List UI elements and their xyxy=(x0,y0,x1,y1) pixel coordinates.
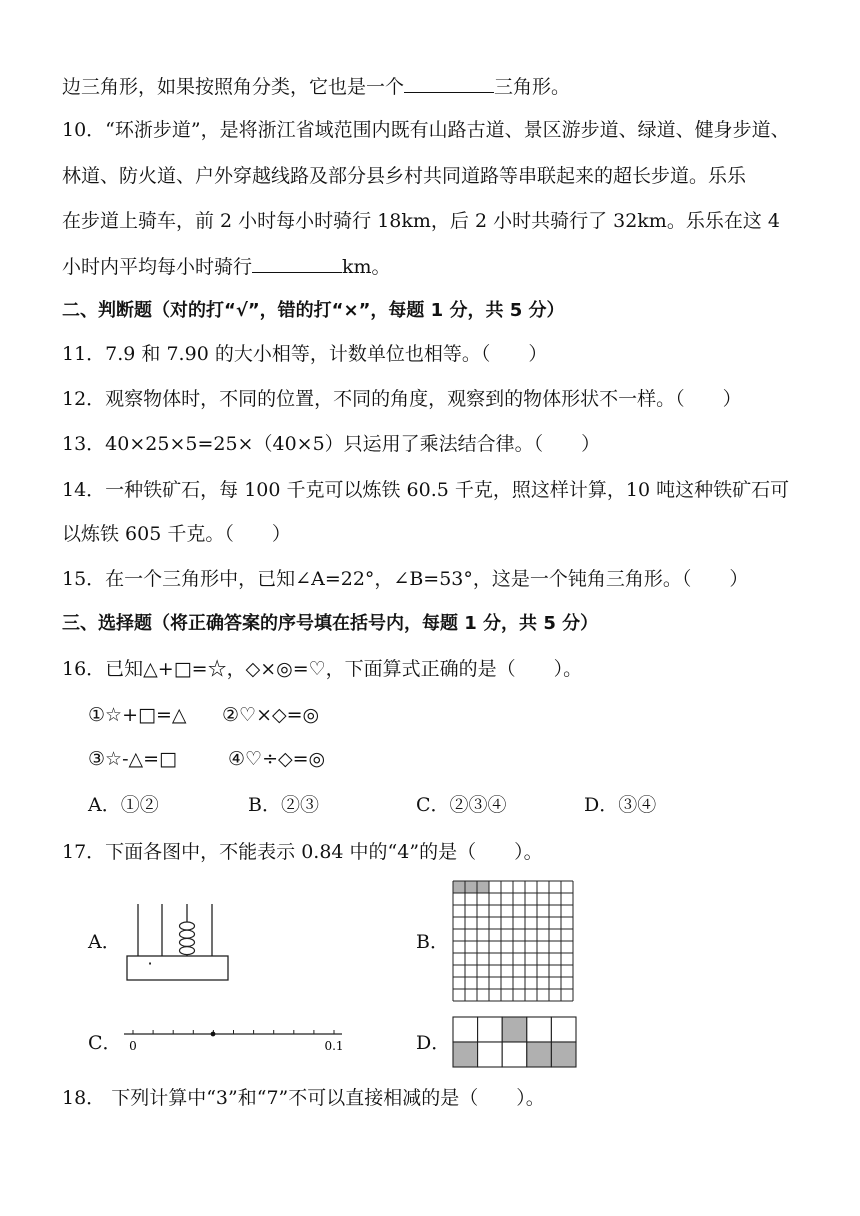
q17-strip-figure xyxy=(452,1016,580,1070)
q14-line-1: 14．一种铁矿石，每 100 千克可以炼铁 60.5 千克，照这样计算，10 吨这种铁矿石可 xyxy=(62,479,790,501)
strip-cell xyxy=(502,1042,527,1067)
abacus-bead xyxy=(180,947,195,955)
q17-abacus-figure xyxy=(124,900,232,984)
q10-text-a: 小时内平均每小时骑行 xyxy=(62,256,253,278)
q16-stem: 16．已知△+□=☆，◇×◎=♡，下面算式正确的是（ ）。 xyxy=(62,658,583,680)
number-line-point xyxy=(211,1032,216,1037)
q10-line-3: 在步道上骑车，前 2 小时每小时骑行 18km，后 2 小时共骑行了 32km。乐乐在这 4 xyxy=(62,210,780,232)
q17-option-b-label[interactable]: B． xyxy=(416,931,449,953)
q10-text-b: km。 xyxy=(342,256,391,278)
q16-expr-1: ①☆+□=△ xyxy=(88,704,187,726)
section-2-title: 二、判断题（对的打“√”，错的打“×”，每题 1 分，共 5 分） xyxy=(62,300,565,321)
grid-shaded-cell xyxy=(465,881,477,893)
q16-expr-4: ④♡÷◇=◎ xyxy=(228,748,326,770)
q9-text-a: 边三角形，如果按照角分类，它也是一个 xyxy=(62,76,405,98)
number-line-start-label: 0 xyxy=(129,1039,137,1053)
q10-line-4 xyxy=(62,254,391,279)
q9-text-b: 三角形。 xyxy=(494,76,571,98)
strip-cell xyxy=(453,1017,478,1042)
strip-shaded-cell xyxy=(502,1017,527,1042)
q13-text: 13．40×25×5=25×（40×5）只运用了乘法结合律。（ ） xyxy=(62,433,601,455)
abacus-bead xyxy=(180,938,195,946)
q17-hundred-grid-figure xyxy=(452,880,576,1002)
q16-option-b[interactable]: B．②③ xyxy=(248,794,319,816)
q10-line-2: 林道、防火道、户外穿越线路及部分县乡村共同道路等串联起来的超长步道。乐乐 xyxy=(62,165,747,187)
section-3-title: 三、选择题（将正确答案的序号填在括号内，每题 1 分，共 5 分） xyxy=(62,613,599,634)
grid-shaded-cell xyxy=(477,881,489,893)
q17-number-line-figure xyxy=(120,1024,350,1054)
strip-cell xyxy=(527,1017,552,1042)
abacus-bead xyxy=(180,922,195,930)
q11-text: 11．7.9 和 7.90 的大小相等，计数单位也相等。（ ） xyxy=(62,343,548,365)
grid-shaded xyxy=(453,881,489,893)
strip-shaded-cell xyxy=(551,1042,576,1067)
strip-shaded-cell xyxy=(527,1042,552,1067)
q9-answer-blank[interactable] xyxy=(404,74,494,93)
strip-cell xyxy=(478,1042,503,1067)
abacus-bead xyxy=(180,930,195,938)
q10-line-1: 10．“环浙步道”，是将浙江省域范围内既有山路古道、景区游步道、绿道、健身步道、 xyxy=(62,119,790,141)
abacus-beads xyxy=(180,922,195,955)
q15-text: 15．在一个三角形中，已知∠A=22°，∠B=53°，这是一个钝角三角形。（ ） xyxy=(62,568,749,590)
q16-expr-3: ③☆-△=□ xyxy=(88,748,177,770)
strip-cell xyxy=(478,1017,503,1042)
number-line-end-label: 0.1 xyxy=(324,1039,344,1053)
strip-cell xyxy=(551,1017,576,1042)
q14-line-2: 以炼铁 605 千克。（ ） xyxy=(62,523,291,545)
q12-text: 12．观察物体时，不同的位置，不同的角度，观察到的物体形状不一样。（ ） xyxy=(62,388,742,410)
q16-expr-2: ②♡×◇=◎ xyxy=(222,704,320,726)
q17-option-a-label[interactable]: A． xyxy=(88,931,121,953)
strip-shaded-cell xyxy=(453,1042,478,1067)
abacus-decimal-point: · xyxy=(147,954,153,973)
q9-line xyxy=(62,74,570,99)
q16-option-a[interactable]: A．①② xyxy=(88,794,159,816)
grid-lines xyxy=(453,881,573,1001)
q17-stem: 17．下面各图中，不能表示 0.84 中的“4”的是（ ）。 xyxy=(62,841,543,863)
strip-cells xyxy=(453,1017,576,1067)
q18-stem: 18． 下列计算中“3”和“7”不可以直接相减的是（ ）。 xyxy=(62,1087,545,1109)
q16-option-c[interactable]: C．②③④ xyxy=(416,794,507,816)
q17-option-c-label[interactable]: C． xyxy=(88,1032,122,1054)
q17-option-d-label[interactable]: D． xyxy=(416,1032,451,1054)
grid-shaded-cell xyxy=(453,881,465,893)
q16-option-d[interactable]: D．③④ xyxy=(584,794,657,816)
q10-answer-blank[interactable] xyxy=(252,254,342,273)
